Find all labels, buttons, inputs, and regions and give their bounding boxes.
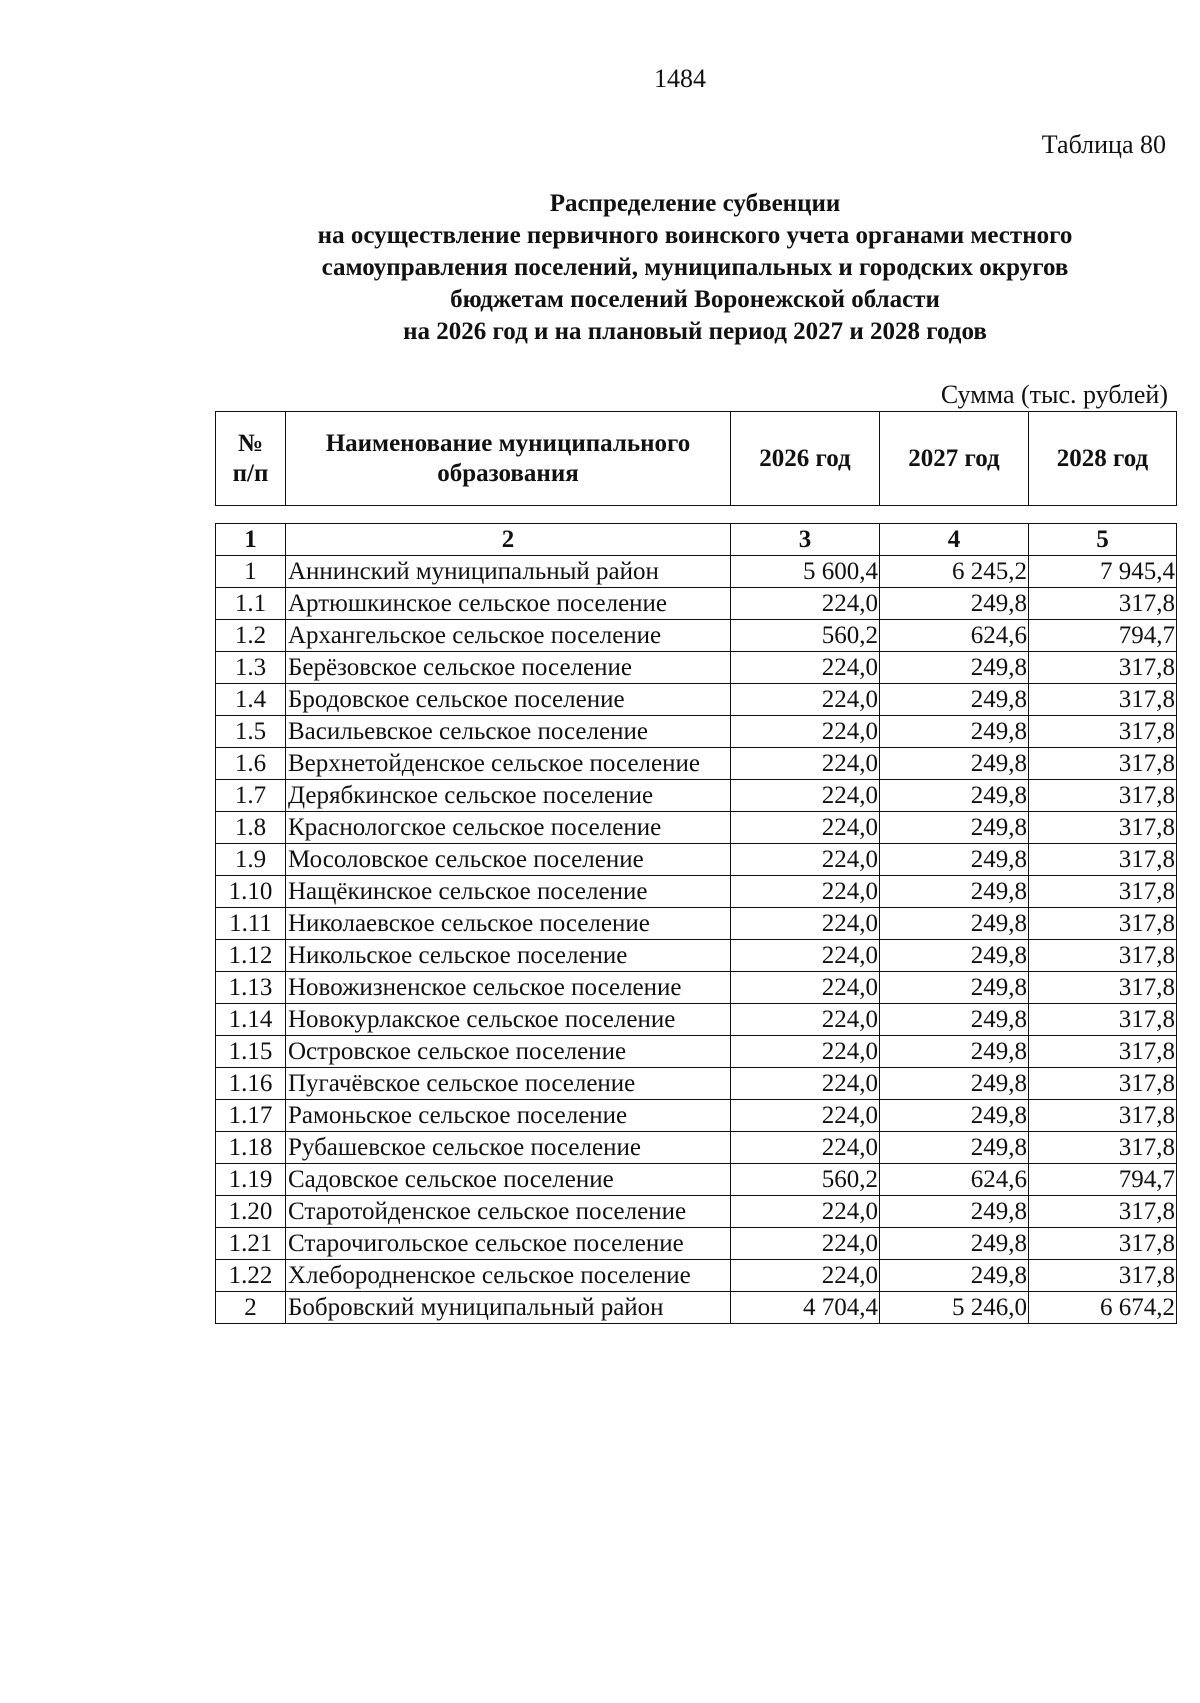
row-value-2026: 560,2 bbox=[731, 620, 880, 652]
table-row bbox=[216, 716, 1177, 748]
row-value-2028: 794,7 bbox=[1029, 1164, 1177, 1196]
row-name: Садовское сельское поселение bbox=[286, 1164, 731, 1196]
row-name: Аннинский муниципальный район bbox=[286, 556, 731, 588]
table-row bbox=[216, 652, 1177, 684]
row-value-2027: 249,8 bbox=[880, 940, 1029, 972]
document-title bbox=[215, 188, 1175, 348]
table-row bbox=[216, 812, 1177, 844]
row-number: 1.7 bbox=[216, 780, 286, 812]
row-value-2026: 224,0 bbox=[731, 1004, 880, 1036]
row-number: 2 bbox=[216, 1292, 286, 1324]
title-line: Распределение субвенции bbox=[549, 190, 841, 217]
table-row bbox=[216, 876, 1177, 908]
row-number: 1.3 bbox=[216, 652, 286, 684]
header-2026: 2026 год bbox=[731, 412, 880, 506]
row-value-2028: 317,8 bbox=[1029, 684, 1177, 716]
row-name: Артюшкинское сельское поселение bbox=[286, 588, 731, 620]
row-value-2027: 249,8 bbox=[880, 1196, 1029, 1228]
row-number: 1.16 bbox=[216, 1068, 286, 1100]
row-value-2028: 317,8 bbox=[1029, 876, 1177, 908]
table-row bbox=[216, 1292, 1177, 1324]
table-row bbox=[216, 1260, 1177, 1292]
row-value-2026: 5 600,4 bbox=[731, 556, 880, 588]
row-value-2026: 224,0 bbox=[731, 876, 880, 908]
row-number: 1.9 bbox=[216, 844, 286, 876]
row-value-2026: 224,0 bbox=[731, 1068, 880, 1100]
table-row bbox=[216, 1036, 1177, 1068]
row-name: Мосоловское сельское поселение bbox=[286, 844, 731, 876]
row-value-2028: 317,8 bbox=[1029, 908, 1177, 940]
column-number-row bbox=[216, 524, 1177, 556]
row-name: Старотойденское сельское поселение bbox=[286, 1196, 731, 1228]
row-name: Краснологское сельское поселение bbox=[286, 812, 731, 844]
row-number: 1.10 bbox=[216, 876, 286, 908]
header-2027: 2027 год bbox=[880, 412, 1029, 506]
row-number: 1.13 bbox=[216, 972, 286, 1004]
row-value-2028: 317,8 bbox=[1029, 1068, 1177, 1100]
row-name: Архангельское сельское поселение bbox=[286, 620, 731, 652]
row-value-2027: 249,8 bbox=[880, 1004, 1029, 1036]
header-name: Наименование муниципального образования bbox=[286, 412, 731, 506]
row-value-2028: 6 674,2 bbox=[1029, 1292, 1177, 1324]
row-number: 1.6 bbox=[216, 748, 286, 780]
row-value-2027: 624,6 bbox=[880, 620, 1029, 652]
row-value-2027: 249,8 bbox=[880, 1100, 1029, 1132]
row-number: 1.2 bbox=[216, 620, 286, 652]
row-value-2028: 317,8 bbox=[1029, 1132, 1177, 1164]
row-value-2027: 249,8 bbox=[880, 780, 1029, 812]
row-value-2028: 317,8 bbox=[1029, 748, 1177, 780]
row-value-2027: 249,8 bbox=[880, 684, 1029, 716]
row-value-2027: 249,8 bbox=[880, 1036, 1029, 1068]
row-value-2026: 224,0 bbox=[731, 652, 880, 684]
row-value-2027: 249,8 bbox=[880, 1228, 1029, 1260]
row-value-2027: 249,8 bbox=[880, 716, 1029, 748]
row-name: Васильевское сельское поселение bbox=[286, 716, 731, 748]
header-2028: 2028 год bbox=[1029, 412, 1177, 506]
row-value-2026: 224,0 bbox=[731, 972, 880, 1004]
row-name: Дерябкинское сельское поселение bbox=[286, 780, 731, 812]
row-number: 1.5 bbox=[216, 716, 286, 748]
table-row bbox=[216, 908, 1177, 940]
row-number: 1.8 bbox=[216, 812, 286, 844]
row-value-2028: 317,8 bbox=[1029, 812, 1177, 844]
column-number: 4 bbox=[880, 524, 1029, 556]
row-name: Старочигольское сельское поселение bbox=[286, 1228, 731, 1260]
column-number: 5 bbox=[1029, 524, 1177, 556]
row-number: 1.20 bbox=[216, 1196, 286, 1228]
row-value-2028: 317,8 bbox=[1029, 1004, 1177, 1036]
row-value-2027: 249,8 bbox=[880, 812, 1029, 844]
header-num-line1: № bbox=[237, 429, 264, 457]
table-body bbox=[216, 524, 1177, 1324]
row-number: 1.17 bbox=[216, 1100, 286, 1132]
row-value-2027: 249,8 bbox=[880, 972, 1029, 1004]
title-line: на осуществление первичного воинского учета органами местного bbox=[317, 222, 1073, 249]
header-num-line2: п/п bbox=[232, 459, 269, 487]
table-row bbox=[216, 620, 1177, 652]
units-label: Сумма (тыс. рублей) bbox=[940, 380, 1168, 409]
row-value-2026: 224,0 bbox=[731, 940, 880, 972]
row-name: Верхнетойденское сельское поселение bbox=[286, 748, 731, 780]
table-row bbox=[216, 1068, 1177, 1100]
row-name: Николаевское сельское поселение bbox=[286, 908, 731, 940]
row-value-2028: 317,8 bbox=[1029, 588, 1177, 620]
row-value-2026: 224,0 bbox=[731, 812, 880, 844]
row-value-2027: 249,8 bbox=[880, 1068, 1029, 1100]
row-number: 1.22 bbox=[216, 1260, 286, 1292]
row-number: 1.14 bbox=[216, 1004, 286, 1036]
table-label: Таблица 80 bbox=[1041, 130, 1166, 159]
row-value-2026: 4 704,4 bbox=[731, 1292, 880, 1324]
row-value-2028: 317,8 bbox=[1029, 716, 1177, 748]
row-name: Новожизненское сельское поселение bbox=[286, 972, 731, 1004]
column-number: 3 bbox=[731, 524, 880, 556]
row-name: Нащёкинское сельское поселение bbox=[286, 876, 731, 908]
table-row bbox=[216, 1004, 1177, 1036]
header-num bbox=[216, 412, 286, 506]
row-value-2028: 317,8 bbox=[1029, 1036, 1177, 1068]
row-value-2026: 224,0 bbox=[731, 1196, 880, 1228]
row-value-2026: 560,2 bbox=[731, 1164, 880, 1196]
row-value-2026: 224,0 bbox=[731, 1260, 880, 1292]
row-number: 1.11 bbox=[216, 908, 286, 940]
row-value-2026: 224,0 bbox=[731, 780, 880, 812]
row-name: Новокурлакское сельское поселение bbox=[286, 1004, 731, 1036]
row-number: 1.4 bbox=[216, 684, 286, 716]
row-value-2026: 224,0 bbox=[731, 1228, 880, 1260]
row-value-2028: 317,8 bbox=[1029, 940, 1177, 972]
row-value-2026: 224,0 bbox=[731, 1100, 880, 1132]
column-number: 2 bbox=[286, 524, 731, 556]
row-value-2027: 249,8 bbox=[880, 748, 1029, 780]
table-row bbox=[216, 780, 1177, 812]
row-value-2027: 249,8 bbox=[880, 876, 1029, 908]
table-header bbox=[215, 411, 1177, 506]
row-value-2026: 224,0 bbox=[731, 908, 880, 940]
row-value-2028: 317,8 bbox=[1029, 1228, 1177, 1260]
title-line: на 2026 год и на плановый период 2027 и 2028 годов bbox=[403, 318, 987, 345]
table-row bbox=[216, 1228, 1177, 1260]
table-row bbox=[216, 1164, 1177, 1196]
table-row bbox=[216, 556, 1177, 588]
title-line: бюджетам поселений Воронежской области bbox=[450, 286, 940, 313]
row-value-2026: 224,0 bbox=[731, 684, 880, 716]
table-row bbox=[216, 1132, 1177, 1164]
row-name: Хлебородненское сельское поселение bbox=[286, 1260, 731, 1292]
row-name: Пугачёвское сельское поселение bbox=[286, 1068, 731, 1100]
title-line: самоуправления поселений, муниципальных и городских округов bbox=[321, 254, 1069, 281]
row-value-2028: 317,8 bbox=[1029, 1100, 1177, 1132]
column-number: 1 bbox=[216, 524, 286, 556]
table-row bbox=[216, 1196, 1177, 1228]
row-value-2028: 317,8 bbox=[1029, 652, 1177, 684]
row-number: 1.18 bbox=[216, 1132, 286, 1164]
page-number: 1484 bbox=[654, 64, 706, 93]
data-table bbox=[215, 523, 1177, 1324]
row-value-2027: 6 245,2 bbox=[880, 556, 1029, 588]
row-value-2026: 224,0 bbox=[731, 1036, 880, 1068]
row-value-2026: 224,0 bbox=[731, 588, 880, 620]
table-row bbox=[216, 972, 1177, 1004]
row-value-2027: 249,8 bbox=[880, 588, 1029, 620]
row-number: 1 bbox=[216, 556, 286, 588]
row-value-2026: 224,0 bbox=[731, 716, 880, 748]
row-value-2026: 224,0 bbox=[731, 844, 880, 876]
row-name: Бобровский муниципальный район bbox=[286, 1292, 731, 1324]
row-value-2026: 224,0 bbox=[731, 1132, 880, 1164]
table-row bbox=[216, 588, 1177, 620]
row-name: Рамоньское сельское поселение bbox=[286, 1100, 731, 1132]
row-value-2028: 317,8 bbox=[1029, 1260, 1177, 1292]
row-value-2027: 249,8 bbox=[880, 1260, 1029, 1292]
row-number: 1.19 bbox=[216, 1164, 286, 1196]
table-row bbox=[216, 844, 1177, 876]
table-row bbox=[216, 940, 1177, 972]
row-value-2027: 249,8 bbox=[880, 652, 1029, 684]
row-number: 1.1 bbox=[216, 588, 286, 620]
table-row bbox=[216, 684, 1177, 716]
row-value-2027: 249,8 bbox=[880, 1132, 1029, 1164]
row-value-2027: 5 246,0 bbox=[880, 1292, 1029, 1324]
row-number: 1.15 bbox=[216, 1036, 286, 1068]
table-row bbox=[216, 748, 1177, 780]
row-number: 1.21 bbox=[216, 1228, 286, 1260]
row-value-2028: 794,7 bbox=[1029, 620, 1177, 652]
row-name: Никольское сельское поселение bbox=[286, 940, 731, 972]
row-name: Берёзовское сельское поселение bbox=[286, 652, 731, 684]
row-name: Островское сельское поселение bbox=[286, 1036, 731, 1068]
row-number: 1.12 bbox=[216, 940, 286, 972]
row-value-2027: 249,8 bbox=[880, 844, 1029, 876]
row-name: Бродовское сельское поселение bbox=[286, 684, 731, 716]
row-value-2027: 249,8 bbox=[880, 908, 1029, 940]
table-row bbox=[216, 1100, 1177, 1132]
row-value-2028: 317,8 bbox=[1029, 780, 1177, 812]
row-value-2028: 317,8 bbox=[1029, 972, 1177, 1004]
row-value-2027: 624,6 bbox=[880, 1164, 1029, 1196]
row-value-2028: 7 945,4 bbox=[1029, 556, 1177, 588]
row-value-2028: 317,8 bbox=[1029, 1196, 1177, 1228]
row-value-2026: 224,0 bbox=[731, 748, 880, 780]
row-name: Рубашевское сельское поселение bbox=[286, 1132, 731, 1164]
row-value-2028: 317,8 bbox=[1029, 844, 1177, 876]
